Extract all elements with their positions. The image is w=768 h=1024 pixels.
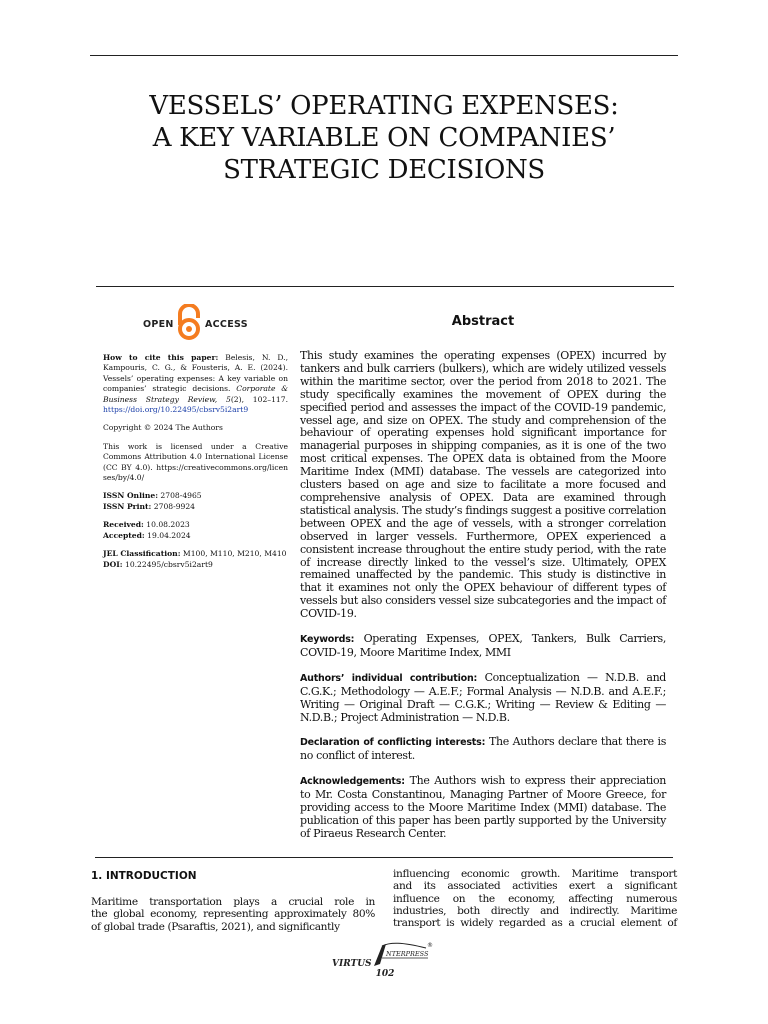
introduction-column-left bbox=[91, 896, 375, 933]
intro-right-line: industries, both directly and indirectly. Maritime bbox=[393, 904, 677, 917]
issn-online: 2708-4965 bbox=[160, 491, 202, 501]
section-rule bbox=[95, 857, 673, 858]
accepted-label: Accepted: bbox=[103, 530, 145, 540]
cite-text: Belesis, N. D., Kampouris, C. G., & Fousteris, A. E. (2024). Vessels’ operating expenses: A key variable on companies’ strategic decisions. bbox=[103, 353, 288, 394]
intro-right-line: influencing economic growth. Maritime transport bbox=[393, 868, 677, 880]
open-access-word-access: ACCESS bbox=[205, 319, 248, 330]
conflict-text: The Authors declare that there is no conflict of interest. bbox=[300, 735, 666, 763]
issn-block bbox=[103, 491, 288, 512]
copyright: Copyright © 2024 The Authors bbox=[103, 423, 223, 433]
intro-right-line: transport is widely regarded as a crucial element of bbox=[393, 917, 677, 930]
jel-codes: M100, M110, M210, M410 bbox=[182, 549, 287, 559]
intro-left-line: the global economy, representing approximately 80% bbox=[91, 908, 375, 921]
contribution-block bbox=[300, 672, 666, 725]
received-label: Received: bbox=[103, 520, 144, 530]
logo-word-virtus: VIRTUS bbox=[332, 959, 372, 969]
intro-left-line: of global trade (Psaraftis, 2021), and significantly bbox=[91, 920, 340, 933]
paper-title bbox=[90, 90, 678, 186]
license-link[interactable]: https://creativecommons.org/licenses/by/4.0/ bbox=[103, 462, 288, 483]
license-block bbox=[103, 442, 288, 484]
logo-registered-mark: ® bbox=[427, 942, 433, 949]
citation-doi-link[interactable]: https://doi.org/10.22495/cbsrv5i2art9 bbox=[103, 405, 249, 415]
keywords-label: Keywords: bbox=[300, 634, 355, 646]
issn-print-label: ISSN Print: bbox=[103, 501, 152, 511]
intro-right-line: and its associated activities exert a significant bbox=[393, 880, 677, 893]
logo-word-interpress: NTERPRESS bbox=[386, 950, 429, 958]
classification-block bbox=[103, 549, 288, 570]
intro-right-line: influence on the economy, affecting numerous bbox=[393, 892, 677, 905]
acknowledgements-label: Acknowledgements: bbox=[300, 776, 405, 788]
cite-issue: (2), 102–117. bbox=[230, 394, 288, 404]
acknowledgements-block bbox=[300, 775, 666, 841]
issn-online-label: ISSN Online: bbox=[103, 491, 158, 501]
abstract-heading: Abstract bbox=[451, 314, 515, 329]
introduction-column-right bbox=[393, 868, 677, 929]
title-line-2: A KEY VARIABLE ON COMPANIES’ bbox=[152, 123, 616, 153]
acknowledgements-text: The Authors wish to express their appreciation to Mr. Costa Constantinou, Managing Partner of Moore Greece, for providing access to the Moore Maritime Index (MMI) database. The publication of this paper has been partly supported by the University of Piraeus Research Center. bbox=[300, 774, 666, 840]
license-text: This work is licensed under a Creative Commons Attribution 4.0 International License (CC BY 4.0). bbox=[103, 441, 288, 472]
keywords-text: Operating Expenses, OPEX, Tankers, Bulk Carriers, COVID-19, Moore Maritime Index, MMI bbox=[300, 632, 666, 659]
cite-label: How to cite this paper: bbox=[103, 353, 219, 362]
conflict-label: Declaration of conflicting interests: bbox=[300, 737, 486, 749]
dates-block bbox=[103, 520, 288, 541]
introduction-heading: 1. INTRODUCTION bbox=[91, 870, 197, 882]
title-line-1: VESSELS’ OPERATING EXPENSES: bbox=[149, 91, 619, 121]
intro-left-line: Maritime transportation plays a crucial role in bbox=[91, 896, 375, 908]
contribution-label: Authors’ individual contribution: bbox=[300, 672, 478, 684]
keywords-block bbox=[300, 633, 666, 660]
abstract-section bbox=[300, 350, 666, 853]
virtus-interpress-logo-icon bbox=[330, 940, 440, 970]
open-access-word-open: OPEN bbox=[143, 319, 174, 330]
doi-label: DOI: bbox=[103, 559, 123, 569]
jel-label: JEL Classification: bbox=[103, 549, 181, 559]
cite-journal: Corporate & Business Strategy Review, 5 bbox=[103, 384, 289, 404]
contribution-text: Conceptualization — N.D.B. and C.G.K.; Methodology — A.E.F.; Formal Analysis — N.D.B. and A.E.F.; Writing — Original Draft — C.G.K.; Writing — Review & Editing — N.D.B.; Project Administration — N.D.B. bbox=[300, 670, 666, 724]
top-rule bbox=[90, 55, 678, 56]
conflict-block bbox=[300, 736, 666, 763]
accepted-date: 19.04.2024 bbox=[147, 530, 191, 540]
citation-block bbox=[103, 353, 288, 415]
header-rule bbox=[96, 286, 674, 287]
doi-value: 10.22495/cbsrv5i2art9 bbox=[124, 559, 213, 569]
page-number: 102 bbox=[375, 969, 395, 979]
received-date: 10.08.2023 bbox=[146, 520, 190, 530]
issn-print: 2708-9924 bbox=[153, 501, 196, 511]
article-info-sidebar bbox=[103, 353, 288, 578]
title-line-3: STRATEGIC DECISIONS bbox=[223, 155, 545, 185]
abstract-body: This study examines the operating expenses (OPEX) incurred by tankers and bulk carriers (bulkers), which are widely utilized vessels within the maritime sector, over the period from 2018 to 2021. The study specifically examines the movement of OPEX during the specified period and assesses the impact of the COVID-19 pandemic, vessel age, and size on OPEX. The study and comprehension of the behaviour of operating expenses hold significant importance for managerial purposes in shipping companies, as it is one of the two most critical expenses. The OPEX data is obtained from the Moore Maritime Index (MMI) database. The vessels are categorized into clusters based on age and size to facilitate a more focused and comprehensive analysis of OPEX. Data are examined through statistical analysis. The study’s findings suggest a positive correlation between OPEX and the age of vessels, with a stronger correlation observed in larger vessels. Furthermore, OPEX experienced a consistent increase throughout the entire study period, with the rate of increase directly linked to the vessel’s size. Ultimately, OPEX remained unaffected by the pandemic. This study is distinctive in that it examines not only the OPEX behaviour of different types of vessels but also considers vessel size subcategories and the impact of COVID-19. bbox=[300, 349, 666, 621]
